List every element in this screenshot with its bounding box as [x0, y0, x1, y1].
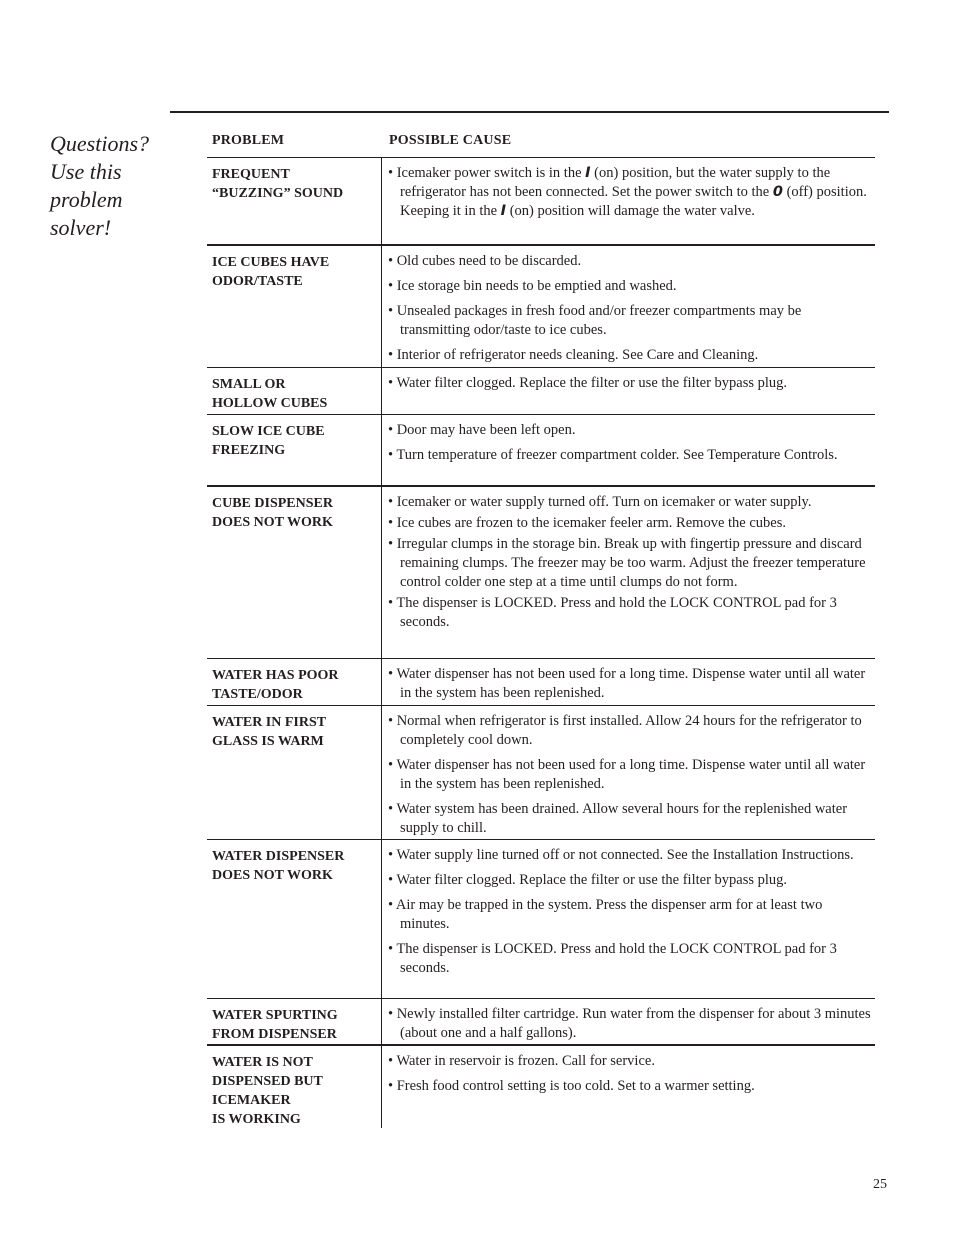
problem-cell: [207, 415, 382, 485]
causes-cell: [382, 246, 875, 367]
top-rule: [170, 111, 889, 113]
problem-solver-table: [207, 133, 875, 1128]
causes-cell: [382, 368, 875, 414]
problem-line: “BUZZING” SOUND: [212, 186, 344, 201]
sidebar-line: Use this: [50, 159, 122, 184]
table-row: [207, 158, 875, 246]
causes-cell: [382, 158, 875, 244]
table-row: [207, 368, 875, 415]
cause-item: • Turn temperature of freezer compartment colder. See Temperature Controls.: [388, 447, 838, 463]
problem-line: ICEMAKER: [212, 1093, 291, 1108]
problem-line: DOES NOT WORK: [212, 515, 333, 530]
on-symbol: I: [585, 165, 591, 181]
problem-line: IS WORKING: [212, 1112, 301, 1127]
problem-line: WATER HAS POOR: [212, 668, 339, 683]
problem-line: WATER IN FIRST: [212, 715, 327, 730]
problem-line: ICE CUBES HAVE: [212, 255, 330, 270]
table-row: [207, 487, 875, 659]
cause-item: • Interior of refrigerator needs cleaning. See Care and Cleaning.: [388, 347, 759, 363]
problem-line: SMALL OR: [212, 377, 286, 392]
problem-line: FREEZING: [212, 443, 286, 458]
cause-item: • Water supply line turned off or not connected. See the Installation Instructions.: [388, 847, 854, 863]
causes-cell: [382, 1046, 875, 1128]
cause-item: • Water filter clogged. Replace the filter or use the filter bypass plug.: [388, 375, 788, 391]
cause-text: (on) position, but the water supply to the refrigerator has not been connected. Set the power switch to the: [400, 165, 831, 200]
cause-item: • The dispenser is LOCKED. Press and hold the LOCK CONTROL pad for 3 seconds.: [388, 595, 837, 630]
table-row: [207, 1046, 875, 1128]
problem-line: GLASS IS WARM: [212, 734, 324, 749]
cause-text: (off) position. Keeping it in the: [400, 184, 867, 219]
problem-cell: [207, 158, 382, 244]
cause-item: • Ice cubes are frozen to the icemaker feeler arm. Remove the cubes.: [388, 515, 786, 531]
problem-line: FROM DISPENSER: [212, 1027, 337, 1042]
cause-item: • Ice storage bin needs to be emptied and washed.: [388, 278, 677, 294]
causes-cell: [382, 659, 875, 705]
cause-item: • Water filter clogged. Replace the filter or use the filter bypass plug.: [388, 872, 788, 888]
sidebar-line: Questions?: [50, 131, 149, 156]
off-symbol: 0: [772, 184, 783, 200]
cause-item: • Irregular clumps in the storage bin. Break up with fingertip pressure and discard remaining clumps. The freezer may be too warm. Adjust the freezer temperature control colder one step at a time until clumps do not form.: [388, 536, 866, 590]
cause-item: • Unsealed packages in fresh food and/or freezer compartments may be transmitting odor/taste to ice cubes.: [388, 303, 802, 338]
cause-item: • Water dispenser has not been used for a long time. Dispense water until all water in the system has been replenished.: [388, 757, 866, 792]
problem-line: WATER DISPENSER: [212, 849, 345, 864]
table-row: [207, 840, 875, 999]
cause-item: • Fresh food control setting is too cold. Set to a warmer setting.: [388, 1078, 755, 1094]
problem-line: DISPENSED BUT: [212, 1074, 323, 1089]
problem-cell: [207, 659, 382, 705]
problem-cell: [207, 368, 382, 414]
cause-item: • Door may have been left open.: [388, 422, 576, 438]
cause-item: • Water system has been drained. Allow several hours for the replenished water supply to chill.: [388, 801, 848, 836]
header-possible-cause: POSSIBLE CAUSE: [389, 133, 512, 148]
cause-item: [388, 164, 875, 221]
problem-cell: [207, 246, 382, 367]
problem-cell: [207, 1046, 382, 1128]
problem-line: ODOR/TASTE: [212, 274, 303, 289]
cause-item: • Normal when refrigerator is first installed. Allow 24 hours for the refrigerator to completely cool down.: [388, 713, 862, 748]
sidebar-heading: [50, 130, 170, 242]
problem-cell: [207, 487, 382, 658]
problem-cell: [207, 706, 382, 839]
causes-cell: [382, 415, 875, 485]
table-row: [207, 999, 875, 1046]
causes-cell: [382, 487, 875, 658]
problem-cell: [207, 840, 382, 998]
causes-cell: [382, 999, 875, 1044]
problem-line: SLOW ICE CUBE: [212, 424, 325, 439]
causes-cell: [382, 840, 875, 998]
cause-item: • Water dispenser has not been used for a long time. Dispense water until all water in the system has been replenished.: [388, 666, 866, 701]
cause-text: • Icemaker power switch is in the: [388, 165, 582, 181]
cause-item: • Air may be trapped in the system. Press the dispenser arm for at least two minutes.: [388, 897, 823, 932]
problem-line: WATER SPURTING: [212, 1008, 338, 1023]
table-row: [207, 415, 875, 487]
table-row: [207, 706, 875, 840]
cause-item: • Icemaker or water supply turned off. Turn on icemaker or water supply.: [388, 494, 812, 510]
problem-line: FREQUENT: [212, 167, 290, 182]
problem-line: CUBE DISPENSER: [212, 496, 333, 511]
cause-item: • Water in reservoir is frozen. Call for service.: [388, 1053, 655, 1069]
problem-line: WATER IS NOT: [212, 1055, 313, 1070]
problem-line: TASTE/ODOR: [212, 687, 303, 702]
problem-line: DOES NOT WORK: [212, 868, 333, 883]
cause-text: (on) position will damage the water valve.: [509, 203, 755, 219]
problem-line: HOLLOW CUBES: [212, 396, 328, 411]
sidebar-line: problem: [50, 187, 123, 212]
problem-cell: [207, 999, 382, 1044]
causes-cell: [382, 706, 875, 839]
table-row: [207, 659, 875, 706]
sidebar-line: solver!: [50, 215, 112, 240]
header-problem: PROBLEM: [212, 133, 285, 148]
cause-item: • Old cubes need to be discarded.: [388, 253, 582, 269]
table-header: [207, 133, 875, 158]
page-number: 25: [873, 1177, 887, 1192]
table-row: [207, 246, 875, 368]
cause-item: • The dispenser is LOCKED. Press and hold the LOCK CONTROL pad for 3 seconds.: [388, 941, 837, 976]
cause-item: • Newly installed filter cartridge. Run water from the dispenser for about 3 minutes (about one and a half gallons).: [388, 1006, 871, 1041]
on-symbol: I: [500, 203, 507, 219]
